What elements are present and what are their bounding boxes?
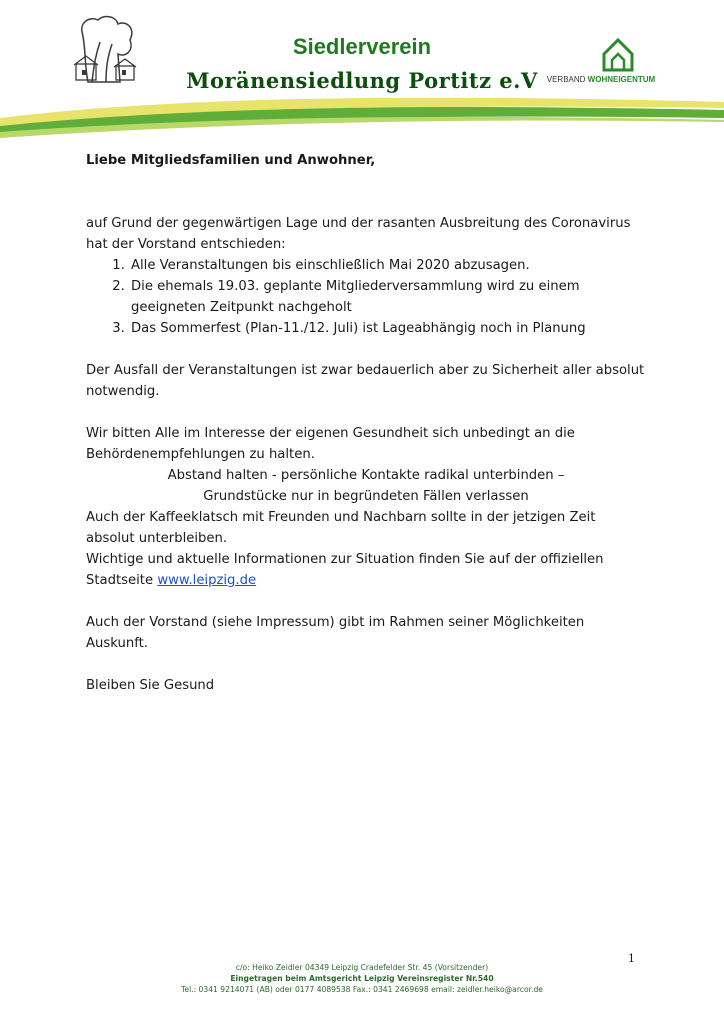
page-number: 1	[628, 952, 635, 965]
decision-list	[86, 255, 646, 339]
list-item: 1. Alle Veranstaltungen bis einschließlich Mai 2020 abzusagen.	[129, 255, 646, 276]
paragraph-bitten: Wir bitten Alle im Interesse der eigenen Gesundheit sich unbedingt an die Behördenempfehlungen zu halten.	[86, 426, 575, 462]
verband-prefix: VERBAND	[546, 75, 586, 84]
letter-body	[86, 150, 646, 696]
verband-name: WOHNEIGENTUM	[587, 75, 656, 84]
list-item: 3. Das Sommerfest (Plan-11./12. Juli) ist Lageabhängig noch in Planung	[129, 318, 646, 339]
org-title: Siedlerverein	[292, 34, 432, 59]
closing: Bleiben Sie Gesund	[86, 678, 215, 693]
intro-paragraph: auf Grund der gegenwärtigen Lage und der rasanten Ausbreitung des Coronavirus hat der Vorstand entschieden:	[86, 216, 631, 252]
center-line-2: Grundstücke nur in begründeten Fällen verlassen	[203, 489, 529, 504]
center-line-1: Abstand halten - persönliche Kontakte radikal unterbinden –	[167, 468, 565, 483]
org-subtitle: Moränensiedlung Portitz e.V	[186, 68, 538, 93]
paragraph-kaffee: Auch der Kaffeeklatsch mit Freunden und Nachbarn sollte in der jetzigen Zeit absolut unterbleiben.	[86, 510, 596, 546]
footer-address: c/o: Heiko Zeidler 04349 Leipzig Cradefelder Str. 45 (Vorsitzender)	[235, 963, 489, 972]
paragraph-ausfall: Der Ausfall der Veranstaltungen ist zwar bedauerlich aber zu Sicherheit aller absolut notwendig.	[86, 363, 645, 399]
header-swoosh	[0, 92, 724, 140]
paragraph-info	[86, 549, 646, 591]
footer	[0, 962, 724, 995]
leipzig-link[interactable]: www.leipzig.de	[157, 573, 257, 588]
footer-register: Eingetragen beim Amtsgericht Leipzig Vereinsregister Nr.540	[230, 974, 494, 983]
footer-contact: Tel.: 0341 9214071 (AB) oder 0177 4089538 Fax.: 0341 2469698 email: zeidler.heiko@arcor.de	[181, 985, 543, 994]
salutation: Liebe Mitgliedsfamilien und Anwohner,	[86, 153, 376, 168]
paragraph-info-text: Wichtige und aktuelle Informationen zur Situation finden Sie auf der offiziellen Stadtseite	[86, 552, 604, 588]
verband-label	[536, 75, 666, 84]
list-item: 2. Die ehemals 19.03. geplante Mitgliederversammlung wird zu einem geeigneten Zeitpunkt nachgeholt	[129, 276, 646, 318]
paragraph-vorstand: Auch der Vorstand (siehe Impressum) gibt im Rahmen seiner Möglichkeiten Auskunft.	[86, 615, 585, 651]
house-icon	[598, 34, 638, 74]
